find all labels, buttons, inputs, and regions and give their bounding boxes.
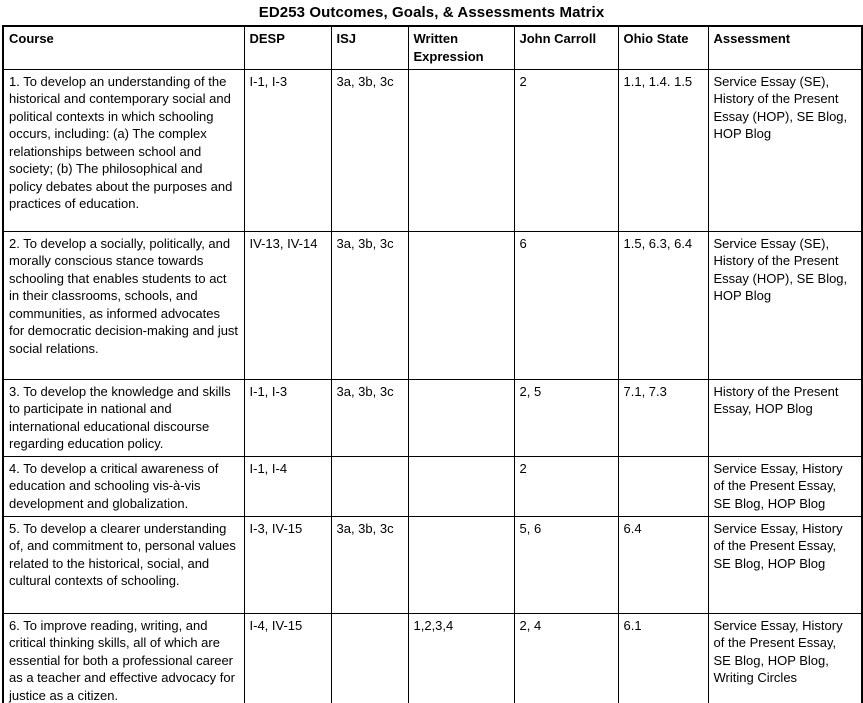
cell-written-expression — [408, 516, 514, 613]
cell-ohio-state: 1.1, 1.4. 1.5 — [618, 69, 708, 231]
cell-isj: 3a, 3b, 3c — [331, 516, 408, 613]
cell-written-expression — [408, 456, 514, 516]
cell-assessment: Service Essay, History of the Present Essay, SE Blog, HOP Blog — [708, 456, 862, 516]
cell-ohio-state: 1.5, 6.3, 6.4 — [618, 231, 708, 379]
cell-written-expression: 1,2,3,4 — [408, 613, 514, 703]
cell-course: 5. To develop a clearer understanding of, and commitment to, personal values related to the historical, social, and cultural contexts of schooling. — [3, 516, 244, 613]
column-header-desp: DESP — [244, 26, 331, 69]
cell-assessment: History of the Present Essay, HOP Blog — [708, 379, 862, 456]
outcomes-matrix-table — [2, 25, 863, 703]
cell-ohio-state: 6.1 — [618, 613, 708, 703]
cell-john-carroll: 6 — [514, 231, 618, 379]
cell-desp: I-3, IV-15 — [244, 516, 331, 613]
cell-desp: IV-13, IV-14 — [244, 231, 331, 379]
cell-written-expression — [408, 69, 514, 231]
cell-desp: I-1, I-3 — [244, 69, 331, 231]
table-row — [3, 613, 862, 703]
table-row — [3, 231, 862, 379]
cell-john-carroll: 2, 4 — [514, 613, 618, 703]
cell-ohio-state — [618, 456, 708, 516]
table-header-row — [3, 26, 862, 69]
cell-ohio-state: 6.4 — [618, 516, 708, 613]
cell-written-expression — [408, 379, 514, 456]
cell-course: 6. To improve reading, writing, and critical thinking skills, all of which are essential for both a professional career as a teacher and effective advocacy for justice as a citizen. — [3, 613, 244, 703]
column-header-isj: ISJ — [331, 26, 408, 69]
column-header-course: Course — [3, 26, 244, 69]
cell-isj — [331, 456, 408, 516]
column-header-assessment: Assessment — [708, 26, 862, 69]
cell-course: 4. To develop a critical awareness of education and schooling vis-à-vis development and globalization. — [3, 456, 244, 516]
cell-assessment: Service Essay, History of the Present Essay, SE Blog, HOP Blog — [708, 516, 862, 613]
table-row — [3, 69, 862, 231]
cell-john-carroll: 2 — [514, 456, 618, 516]
column-header-ohio-state: Ohio State — [618, 26, 708, 69]
cell-isj: 3a, 3b, 3c — [331, 379, 408, 456]
cell-isj: 3a, 3b, 3c — [331, 231, 408, 379]
cell-course: 2. To develop a socially, politically, and morally conscious stance towards schooling that enables students to act in their classrooms, schools, and communities, as informed advocates for democratic decision-making and just social relations. — [3, 231, 244, 379]
cell-john-carroll: 5, 6 — [514, 516, 618, 613]
cell-ohio-state: 7.1, 7.3 — [618, 379, 708, 456]
cell-desp: I-1, I-3 — [244, 379, 331, 456]
cell-course: 3. To develop the knowledge and skills to participate in national and international educational discourse regarding education policy. — [3, 379, 244, 456]
cell-course: 1. To develop an understanding of the historical and contemporary social and political contexts in which schooling occurs, including: (a) The complex relationships between school and society; (b) The philosophical and policy debates about the purposes and practices of education. — [3, 69, 244, 231]
cell-john-carroll: 2 — [514, 69, 618, 231]
cell-assessment: Service Essay (SE), History of the Present Essay (HOP), SE Blog, HOP Blog — [708, 231, 862, 379]
cell-isj — [331, 613, 408, 703]
cell-desp: I-1, I-4 — [244, 456, 331, 516]
cell-desp: I-4, IV-15 — [244, 613, 331, 703]
cell-assessment: Service Essay (SE), History of the Present Essay (HOP), SE Blog, HOP Blog — [708, 69, 862, 231]
table-row — [3, 516, 862, 613]
page-title: ED253 Outcomes, Goals, & Assessments Matrix — [258, 4, 605, 21]
cell-assessment: Service Essay, History of the Present Essay, SE Blog, HOP Blog, Writing Circles — [708, 613, 862, 703]
cell-written-expression — [408, 231, 514, 379]
table-row — [3, 379, 862, 456]
column-header-written-expression: Written Expression — [408, 26, 514, 69]
table-row — [3, 456, 862, 516]
cell-isj: 3a, 3b, 3c — [331, 69, 408, 231]
cell-john-carroll: 2, 5 — [514, 379, 618, 456]
column-header-john-carroll: John Carroll — [514, 26, 618, 69]
